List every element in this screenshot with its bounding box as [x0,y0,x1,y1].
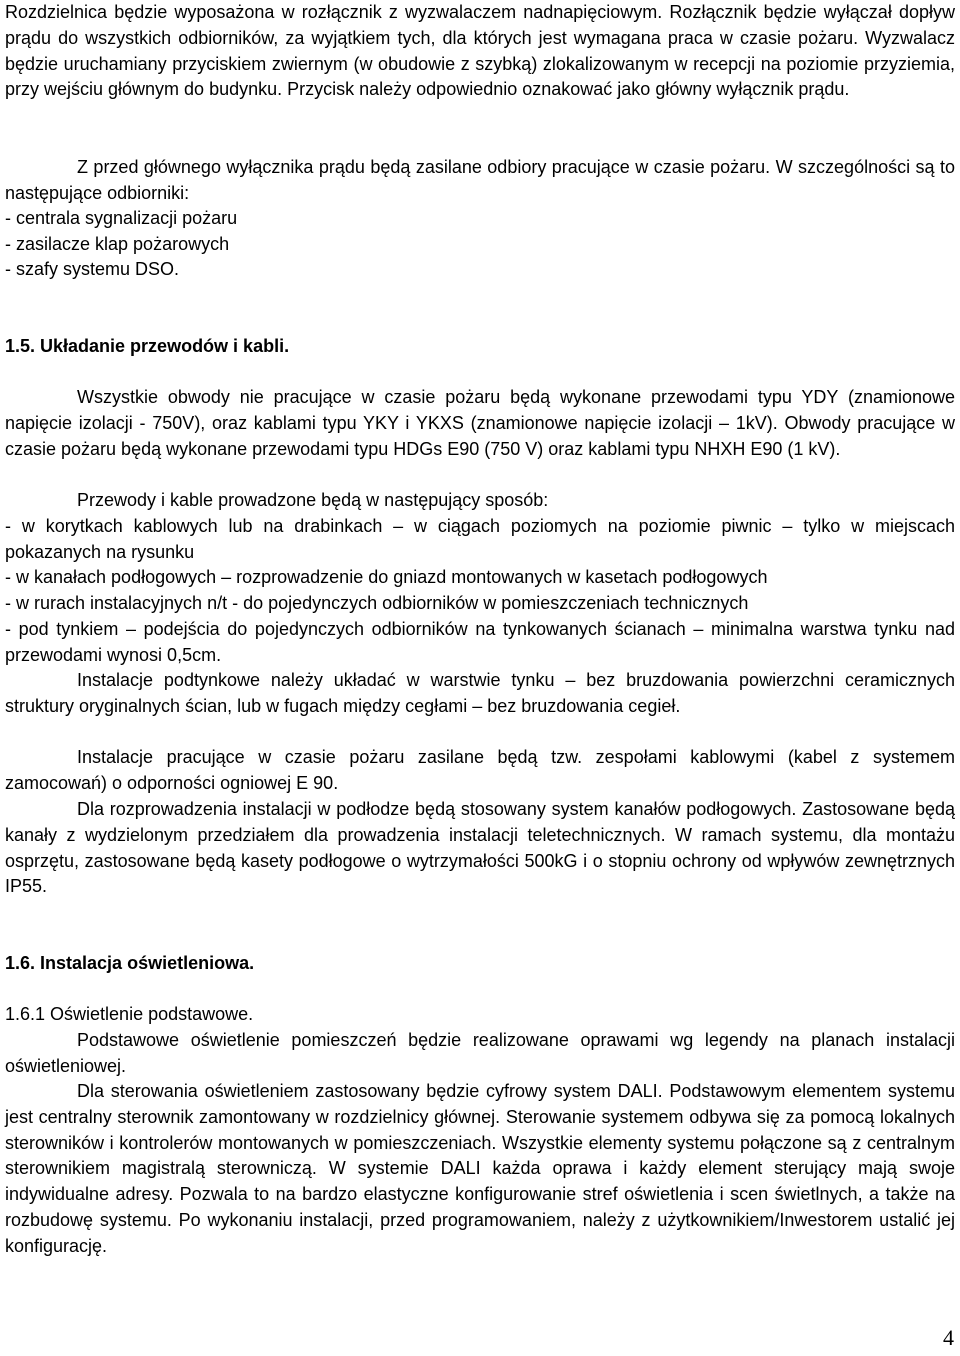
paragraph-floor-channels: Dla rozprowadzenia instalacji w podłodze będą stosowany system kanałów podłogowych. Zastosowane będą kanały z wydzielonym przedziałem dla prowadzenia instalacji teletechnicznych. W ramach systemu, dla montażu osprzętu, zastosowane będą kasety podłogowe o wytrzymałości 500kG i o stopniu ochrony od wpływów zewnętrznych IP55. [5,799,955,897]
paragraph-circuits: Wszystkie obwody nie pracujące w czasie pożaru będą wykonane przewodami typu YDY (znamionowe napięcie izolacji - 750V), oraz kablami typu YKY i YKXS (znamionowe napięcie izolacji – 1kV). Obwody pracujące w czasie pożaru będą wykonane przewodami typu HDGs E90 (750 V) oraz kablami typu NHXH E90 (1 kV). [5,387,955,459]
paragraph-basic-lighting: Podstawowe oświetlenie pomieszczeń będzie realizowane oprawami wg legendy na planach instalacji oświetleniowej. [5,1030,955,1076]
paragraph-fire-loads: Z przed głównego wyłącznika prądu będą zasilane odbiory pracujące w czasie pożaru. W szczególności są to następujące odbiorniki: [5,157,955,203]
page-number: 4 [943,1325,954,1350]
list-item: - szafy systemu DSO. [5,259,180,279]
subsection-heading-1-6-1: 1.6.1 Oświetlenie podstawowe. [5,1004,254,1024]
list-item: - zasilacze klap pożarowych [5,234,230,254]
list-item: - w korytkach kablowych lub na drabinkach – w ciągach poziomych na poziomie piwnic – tylko w miejscach pokazanych na rysunku [5,516,955,562]
paragraph-flush-installation: Instalacje podtynkowe należy układać w warstwie tynku – bez bruzdowania powierzchni ceramicznych struktury oryginalnych ścian, lub w fugach między cegłami – bez bruzdowania cegieł. [5,670,955,716]
list-item: - pod tynkiem – podejścia do pojedynczych odbiorników na tynkowanych ścianach – minimalna warstwa tynku nad przewodami wynosi 0,5cm. [5,619,955,665]
list-item: - w rurach instalacyjnych n/t - do pojedynczych odbiorników w pomieszczeniach technicznych [5,593,749,613]
paragraph-switchgear: Rozdzielnica będzie wyposażona w rozłącznik z wyzwalaczem nadnapięciowym. Rozłącznik będzie wyłączał dopływ prądu do wszystkich odbiorników, za wyjątkiem tych, dla których jest wymagana praca w czasie pożaru. Wyzwalacz będzie uruchamiany przyciskiem zwiernym (w obudowie z szybką) zlokalizowanym w recepcji na poziomie przyziemia, przy wejściu głównym do budynku. Przycisk należy odpowiednio oznakować jako główny wyłącznik prądu. [5,2,955,100]
section-heading-1-6: 1.6. Instalacja oświetleniowa. [5,953,255,973]
paragraph-dali: Dla sterowania oświetleniem zastosowany będzie cyfrowy system DALI. Podstawowym elementem systemu jest centralny sterownik zamontowany w rozdzielnicy głównej. Sterowanie systemem odbywa się za pomocą lokalnych sterowników i kontrolerów montowanych w pomieszczeniach. Wszystkie elementy systemu połączone są z centralnym sterownikiem magistralą sterowniczą. W systemie DALI każda oprawa i każdy element sterujący mają swoje indywidualne adresy. Pozwala to na bardzo elastyczne konfigurowanie stref oświetlenia i scen świetlnych, a także na rozbudowę systemu. Po wykonaniu instalacji, przed programowaniem, należy z użytkownikiem/Inwestorem ustalić jej konfigurację. [5,1081,955,1256]
paragraph-fire-cables: Instalacje pracujące w czasie pożaru zasilane będą tzw. zespołami kablowymi (kabel z systemem zamocowań) o odporności ogniowej E 90. [5,747,955,793]
list-item: - centrala sygnalizacji pożaru [5,208,238,228]
paragraph-routing-intro: Przewody i kable prowadzone będą w następujący sposób: [77,490,549,510]
section-heading-1-5: 1.5. Układanie przewodów i kabli. [5,336,290,356]
list-item: - w kanałach podłogowych – rozprowadzenie do gniazd montowanych w kasetach podłogowych [5,567,768,587]
